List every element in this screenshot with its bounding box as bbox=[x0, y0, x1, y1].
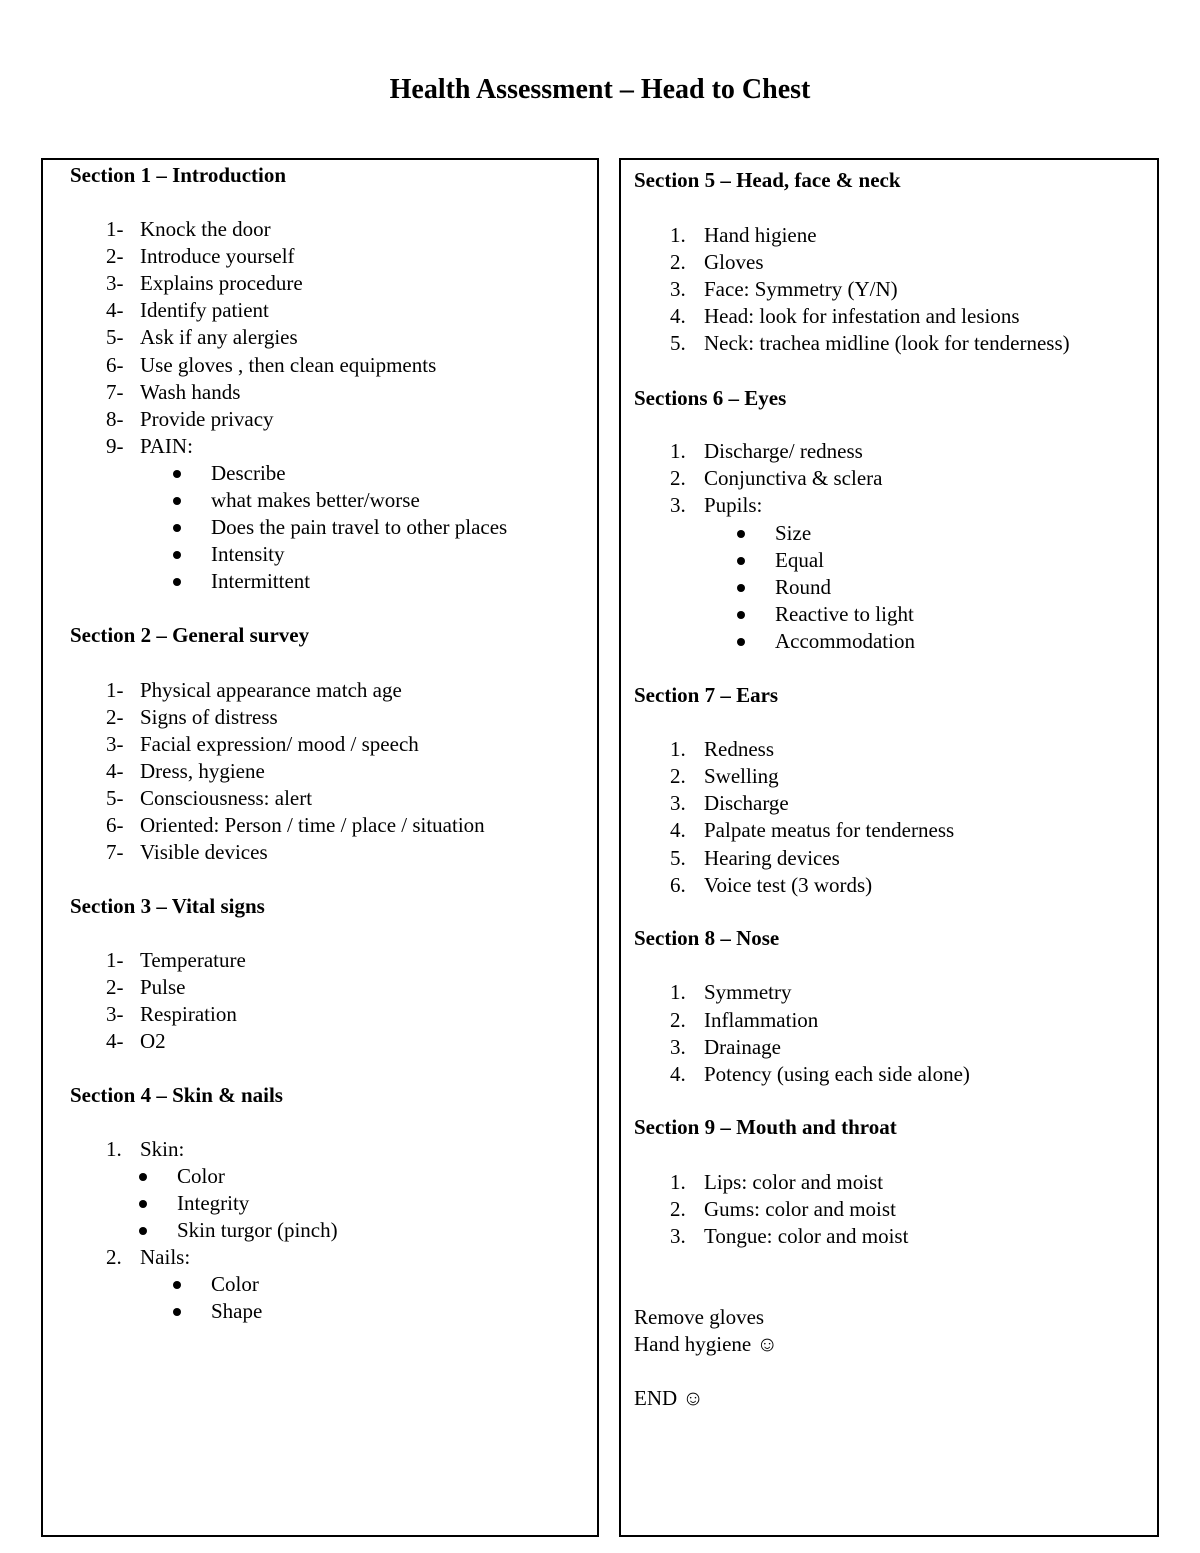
list-item: Color bbox=[211, 1272, 259, 1296]
list-number: 5- bbox=[106, 786, 124, 810]
list-item: Respiration bbox=[140, 1002, 237, 1026]
bullet-icon bbox=[737, 557, 745, 565]
list-item: Intensity bbox=[211, 542, 285, 566]
list-item: Knock the door bbox=[140, 217, 271, 241]
list-number: 6. bbox=[670, 873, 686, 897]
bullet-icon bbox=[737, 530, 745, 538]
list-item: Consciousness: alert bbox=[140, 786, 313, 810]
list-number: 6- bbox=[106, 353, 124, 377]
list-item: Swelling bbox=[704, 764, 779, 788]
section-heading: Section 1 – Introduction bbox=[70, 163, 287, 187]
list-item: Physical appearance match age bbox=[140, 678, 402, 702]
bullet-icon bbox=[173, 524, 181, 532]
list-item: Pulse bbox=[140, 975, 186, 999]
section-heading: Section 3 – Vital signs bbox=[70, 894, 265, 918]
list-number: 2- bbox=[106, 705, 124, 729]
list-item: Facial expression/ mood / speech bbox=[140, 732, 419, 756]
list-number: 2- bbox=[106, 244, 124, 268]
section-heading: Section 4 – Skin & nails bbox=[70, 1083, 283, 1107]
list-item: Does the pain travel to other places bbox=[211, 515, 508, 539]
list-item: Integrity bbox=[177, 1191, 250, 1215]
list-number: 1- bbox=[106, 217, 124, 241]
list-number: 3- bbox=[106, 732, 124, 756]
list-item: Tongue: color and moist bbox=[704, 1224, 909, 1248]
bullet-icon bbox=[139, 1227, 147, 1235]
section-heading: Section 7 – Ears bbox=[634, 683, 779, 707]
list-item: Ask if any alergies bbox=[140, 325, 298, 349]
list-item: Introduce yourself bbox=[140, 244, 295, 268]
list-item: Shape bbox=[211, 1299, 263, 1323]
list-item: Symmetry bbox=[704, 980, 792, 1004]
list-number: 6- bbox=[106, 813, 124, 837]
list-number: 3- bbox=[106, 271, 124, 295]
list-item: PAIN: bbox=[140, 434, 193, 458]
bullet-icon bbox=[139, 1173, 147, 1181]
section-heading: Section 5 – Head, face & neck bbox=[634, 168, 901, 192]
list-number: 1. bbox=[106, 1137, 122, 1161]
bullet-icon bbox=[737, 638, 745, 646]
list-item: Face: Symmetry (Y/N) bbox=[704, 277, 898, 301]
bullet-icon bbox=[173, 1308, 181, 1316]
list-item: Head: look for infestation and lesions bbox=[704, 304, 1020, 328]
list-number: 2. bbox=[670, 250, 686, 274]
list-number: 3. bbox=[670, 493, 686, 517]
list-item: Skin: bbox=[140, 1137, 185, 1161]
list-item: Neck: trachea midline (look for tenderness) bbox=[704, 331, 1070, 355]
list-number: 2. bbox=[106, 1245, 122, 1269]
document-title: Health Assessment – Head to Chest bbox=[389, 74, 811, 105]
list-item: Intermittent bbox=[211, 569, 311, 593]
list-number: 4. bbox=[670, 1062, 686, 1086]
list-number: 4- bbox=[106, 759, 124, 783]
list-number: 2- bbox=[106, 975, 124, 999]
list-item: Equal bbox=[775, 548, 824, 572]
bullet-icon bbox=[737, 611, 745, 619]
list-number: 7- bbox=[106, 840, 124, 864]
list-item: Inflammation bbox=[704, 1008, 819, 1032]
list-item: Color bbox=[177, 1164, 225, 1188]
list-number: 3. bbox=[670, 791, 686, 815]
bullet-icon bbox=[173, 470, 181, 478]
list-number: 2. bbox=[670, 1008, 686, 1032]
list-item: Temperature bbox=[140, 948, 246, 972]
list-number: 8- bbox=[106, 407, 124, 431]
list-number: 3. bbox=[670, 1035, 686, 1059]
list-number: 9- bbox=[106, 434, 124, 458]
closing-note: END ☺ bbox=[634, 1386, 704, 1410]
list-number: 4. bbox=[670, 818, 686, 842]
list-item: Describe bbox=[211, 461, 286, 485]
section-heading: Section 8 – Nose bbox=[634, 926, 780, 950]
list-item: Identify patient bbox=[140, 298, 269, 322]
list-item: Conjunctiva & sclera bbox=[704, 466, 883, 490]
list-item: Drainage bbox=[704, 1035, 781, 1059]
list-number: 1. bbox=[670, 1170, 686, 1194]
list-item: Dress, hygiene bbox=[140, 759, 265, 783]
list-item: Discharge/ redness bbox=[704, 439, 863, 463]
list-item: Gums: color and moist bbox=[704, 1197, 896, 1221]
section-heading: Section 9 – Mouth and throat bbox=[634, 1115, 897, 1139]
list-item: Voice test (3 words) bbox=[704, 873, 873, 897]
list-item: Lips: color and moist bbox=[704, 1170, 884, 1194]
list-item: Accommodation bbox=[775, 629, 915, 653]
list-item: Gloves bbox=[704, 250, 764, 274]
closing-note: Hand hygiene ☺ bbox=[634, 1332, 778, 1356]
list-number: 1. bbox=[670, 980, 686, 1004]
list-item: Pupils: bbox=[704, 493, 763, 517]
list-number: 1. bbox=[670, 223, 686, 247]
bullet-icon bbox=[173, 497, 181, 505]
list-number: 1. bbox=[670, 737, 686, 761]
list-item: Reactive to light bbox=[775, 602, 914, 626]
list-number: 7- bbox=[106, 380, 124, 404]
list-number: 3. bbox=[670, 1224, 686, 1248]
list-item: Round bbox=[775, 575, 832, 599]
list-item: Nails: bbox=[140, 1245, 191, 1269]
bullet-icon bbox=[173, 551, 181, 559]
bullet-icon bbox=[139, 1200, 147, 1208]
bullet-icon bbox=[173, 578, 181, 586]
list-number: 2. bbox=[670, 764, 686, 788]
list-number: 4- bbox=[106, 298, 124, 322]
list-item: Wash hands bbox=[140, 380, 241, 404]
list-item: what makes better/worse bbox=[211, 488, 420, 512]
list-number: 4- bbox=[106, 1029, 124, 1053]
list-number: 1- bbox=[106, 678, 124, 702]
list-number: 3. bbox=[670, 277, 686, 301]
list-item: Size bbox=[775, 521, 812, 545]
list-item: Oriented: Person / time / place / situation bbox=[140, 813, 485, 837]
list-item: Visible devices bbox=[140, 840, 268, 864]
list-number: 5. bbox=[670, 846, 686, 870]
list-number: 3- bbox=[106, 1002, 124, 1026]
list-item: Discharge bbox=[704, 791, 789, 815]
list-item: Signs of distress bbox=[140, 705, 278, 729]
list-number: 5- bbox=[106, 325, 124, 349]
list-number: 2. bbox=[670, 466, 686, 490]
list-item: Hearing devices bbox=[704, 846, 840, 870]
list-number: 2. bbox=[670, 1197, 686, 1221]
closing-note: Remove gloves bbox=[634, 1305, 765, 1329]
section-heading: Section 2 – General survey bbox=[70, 623, 310, 647]
list-item: Redness bbox=[704, 737, 774, 761]
list-item: Explains procedure bbox=[140, 271, 303, 295]
list-item: Palpate meatus for tenderness bbox=[704, 818, 955, 842]
bullet-icon bbox=[737, 584, 745, 592]
list-number: 1- bbox=[106, 948, 124, 972]
list-item: Provide privacy bbox=[140, 407, 274, 431]
list-number: 5. bbox=[670, 331, 686, 355]
list-item: Use gloves , then clean equipments bbox=[140, 353, 437, 377]
list-item: Hand higiene bbox=[704, 223, 817, 247]
list-item: Skin turgor (pinch) bbox=[177, 1218, 338, 1242]
list-item: O2 bbox=[140, 1029, 166, 1053]
section-heading: Sections 6 – Eyes bbox=[634, 386, 787, 410]
bullet-icon bbox=[173, 1281, 181, 1289]
list-number: 1. bbox=[670, 439, 686, 463]
list-number: 4. bbox=[670, 304, 686, 328]
list-item: Potency (using each side alone) bbox=[704, 1062, 970, 1086]
